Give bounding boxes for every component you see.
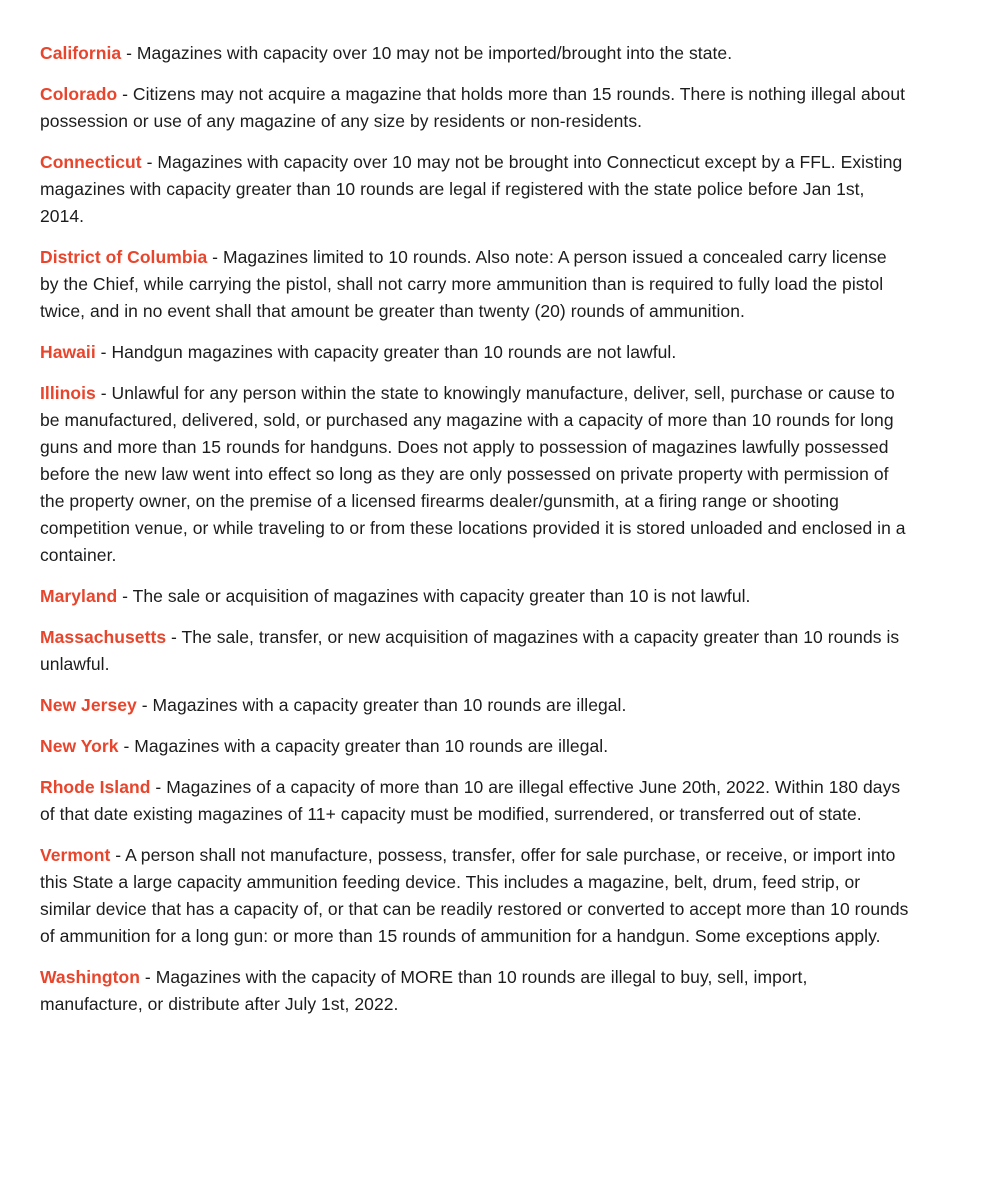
state-name: Hawaii [40, 342, 96, 362]
state-name: District of Columbia [40, 247, 208, 267]
separator: - [118, 736, 135, 756]
entry-text: Handgun magazines with capacity greater than 10 rounds are not lawful. [111, 342, 677, 362]
document-page [40, 40, 910, 1032]
entry-text: The sale or acquisition of magazines with capacity greater than 10 is not lawful. [132, 586, 751, 606]
state-name: Washington [40, 967, 140, 987]
state-name: New York [40, 736, 119, 756]
separator: - [110, 845, 126, 865]
entry-massachusetts [40, 624, 910, 678]
separator: - [207, 247, 223, 267]
state-name: Vermont [40, 845, 111, 865]
state-name: New Jersey [40, 695, 137, 715]
state-name: Maryland [40, 586, 118, 606]
entry-text: Magazines with a capacity greater than 10 rounds are illegal. [134, 736, 609, 756]
separator: - [121, 43, 137, 63]
entry-text: Unlawful for any person within the state to knowingly manufacture, deliver, sell, purchase or cause to be manufactured, delivered, sold, or purchased any magazine with a capacity of more than 10 rounds for long guns and more than 15 rounds for handguns. Does not apply to possession of magazines lawfully possessed before the new law went into effect so long as they are only possessed on private property with permission of the property owner, on the premise of a licensed firearms dealer/gunsmith, at a firing range or shooting competition venue, or while traveling to or from these locations provided it is stored unloaded and enclosed in a container. [40, 383, 906, 565]
entry-california [40, 40, 910, 67]
entry-new-jersey [40, 692, 910, 719]
entry-connecticut [40, 149, 910, 230]
state-name: California [40, 43, 122, 63]
entry-text: Magazines of a capacity of more than 10 are illegal effective June 20th, 2022. Within 180 days of that date existing magazines of 11+ capacity must be modified, surrendered, or transferred out of state. [40, 777, 901, 824]
entry-hawaii [40, 339, 910, 366]
entry-illinois [40, 380, 910, 569]
entry-text: Magazines with capacity over 10 may not be brought into Connecticut except by a FFL. Existing magazines with capacity greater than 10 rounds are legal if registered with the state police before Jan 1st, 2014. [40, 152, 903, 226]
entry-text: Magazines with capacity over 10 may not be imported/brought into the state. [136, 43, 733, 63]
entry-washington [40, 964, 910, 1018]
state-name: Illinois [40, 383, 96, 403]
entry-rhode-island [40, 774, 910, 828]
separator: - [166, 627, 182, 647]
state-name: Massachusetts [40, 627, 167, 647]
entry-text: Citizens may not acquire a magazine that holds more than 15 rounds. There is nothing illegal about possession or use of any magazine of any size by residents or non-residents. [40, 84, 906, 131]
entry-district-of-columbia [40, 244, 910, 325]
state-name: Rhode Island [40, 777, 151, 797]
separator: - [95, 342, 112, 362]
separator: - [117, 84, 133, 104]
state-name: Colorado [40, 84, 118, 104]
separator: - [139, 967, 156, 987]
entry-text: The sale, transfer, or new acquisition of magazines with a capacity greater than 10 rounds is unlawful. [40, 627, 900, 674]
separator: - [141, 152, 158, 172]
separator: - [117, 586, 133, 606]
separator: - [136, 695, 153, 715]
separator: - [95, 383, 112, 403]
state-name: Connecticut [40, 152, 142, 172]
entry-new-york [40, 733, 910, 760]
entry-text: A person shall not manufacture, possess, transfer, offer for sale purchase, or receive, or import into this State a large capacity ammunition feeding device. This includes a magazine, belt, drum, feed strip, or similar device that has a capacity of, or that can be readily restored or converted to accept more than 10 rounds of ammunition for a long gun: or more than 15 rounds of ammunition for a handgun. Some exceptions apply. [40, 845, 909, 946]
entry-text: Magazines with the capacity of MORE than 10 rounds are illegal to buy, sell, import, manufacture, or distribute after July 1st, 2022. [40, 967, 808, 1014]
entry-vermont [40, 842, 910, 950]
entry-maryland [40, 583, 910, 610]
entry-text: Magazines with a capacity greater than 10 rounds are illegal. [152, 695, 627, 715]
entry-text: Magazines limited to 10 rounds. Also note: A person issued a concealed carry license by the Chief, while carrying the pistol, shall not carry more ammunition than is required to fully load the pistol twice, and in no event shall that amount be greater than twenty (20) rounds of ammunition. [40, 247, 887, 321]
entry-colorado [40, 81, 910, 135]
separator: - [150, 777, 167, 797]
